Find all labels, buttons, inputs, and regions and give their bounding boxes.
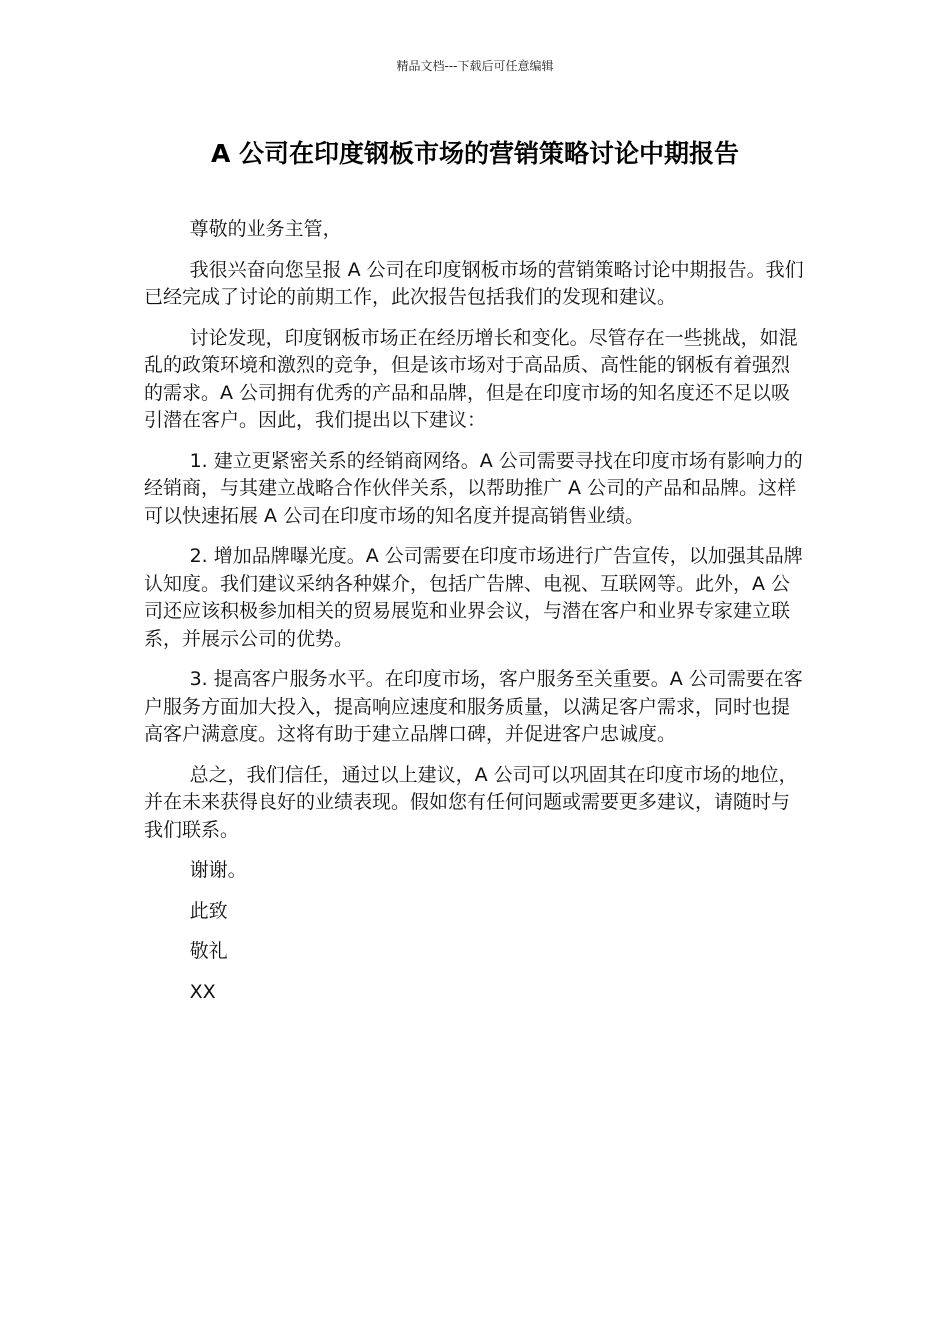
salutation: 尊敬的业务主管， [189, 218, 342, 240]
closing-regards-1: 此致 [189, 899, 228, 922]
closing-regards-2: 敬礼 [189, 940, 228, 962]
closing-thanks: 谢谢。 [189, 859, 247, 881]
paragraph-intro: 我很兴奋向您呈报 A 公司在印度钢板市场的营销策略讨论中期报告。我们已经完成了讨论的前期工作，此次报告包括我们的发现和建议。 [144, 258, 804, 308]
header-note: 精品文档---下载后可任意编辑 [396, 59, 554, 73]
paragraph-findings: 讨论发现，印度钢板市场正在经历增长和变化。尽管存在一些挑战，如混乱的政策环境和激烈的竞争，但是该市场对于高品质、高性能的钢板有着强烈的需求。A 公司拥有优秀的产品和品牌，但是在印度市场的知名度还不足以吸引潜在客户。因此，我们提出以下建议： [144, 326, 798, 431]
paragraph-recommendation-3: 3. 提高客户服务水平。在印度市场，客户服务至关重要。A 公司需要在客户服务方面加大投入，提高响应速度和服务质量，以满足客户需求，同时也提高客户满意度。这将有助于建立品牌口碑，并促进客户忠诚度。 [144, 668, 803, 745]
document-body [144, 216, 808, 1019]
paragraph-conclusion: 总之，我们信任，通过以上建议，A 公司可以巩固其在印度市场的地位，并在未来获得良好的业绩表现。假如您有任何问题或需要更多建议，请随时与我们联系。 [144, 763, 798, 841]
document-title: A 公司在印度钢板市场的营销策略讨论中期报告 [210, 139, 740, 168]
paragraph-recommendation-1: 1. 建立更紧密关系的经销商网络。A 公司需要寻找在印度市场有影响力的经销商，与其建立战略合作伙伴关系，以帮助推广 A 公司的产品和品牌。这样可以快速拓展 A 公司在印度市场的知名度并提高销售业绩。 [144, 449, 803, 527]
signature: XX [189, 980, 216, 1003]
paragraph-recommendation-2: 2. 增加品牌曝光度。A 公司需要在印度市场进行广告宣传，以加强其品牌认知度。我们建议采纳各种媒介，包括广告牌、电视、互联网等。此外，A 公司还应该积极参加相关的贸易展览和业界会议，与潜在客户和业界专家建立联系，并展示公司的优势。 [144, 545, 803, 650]
